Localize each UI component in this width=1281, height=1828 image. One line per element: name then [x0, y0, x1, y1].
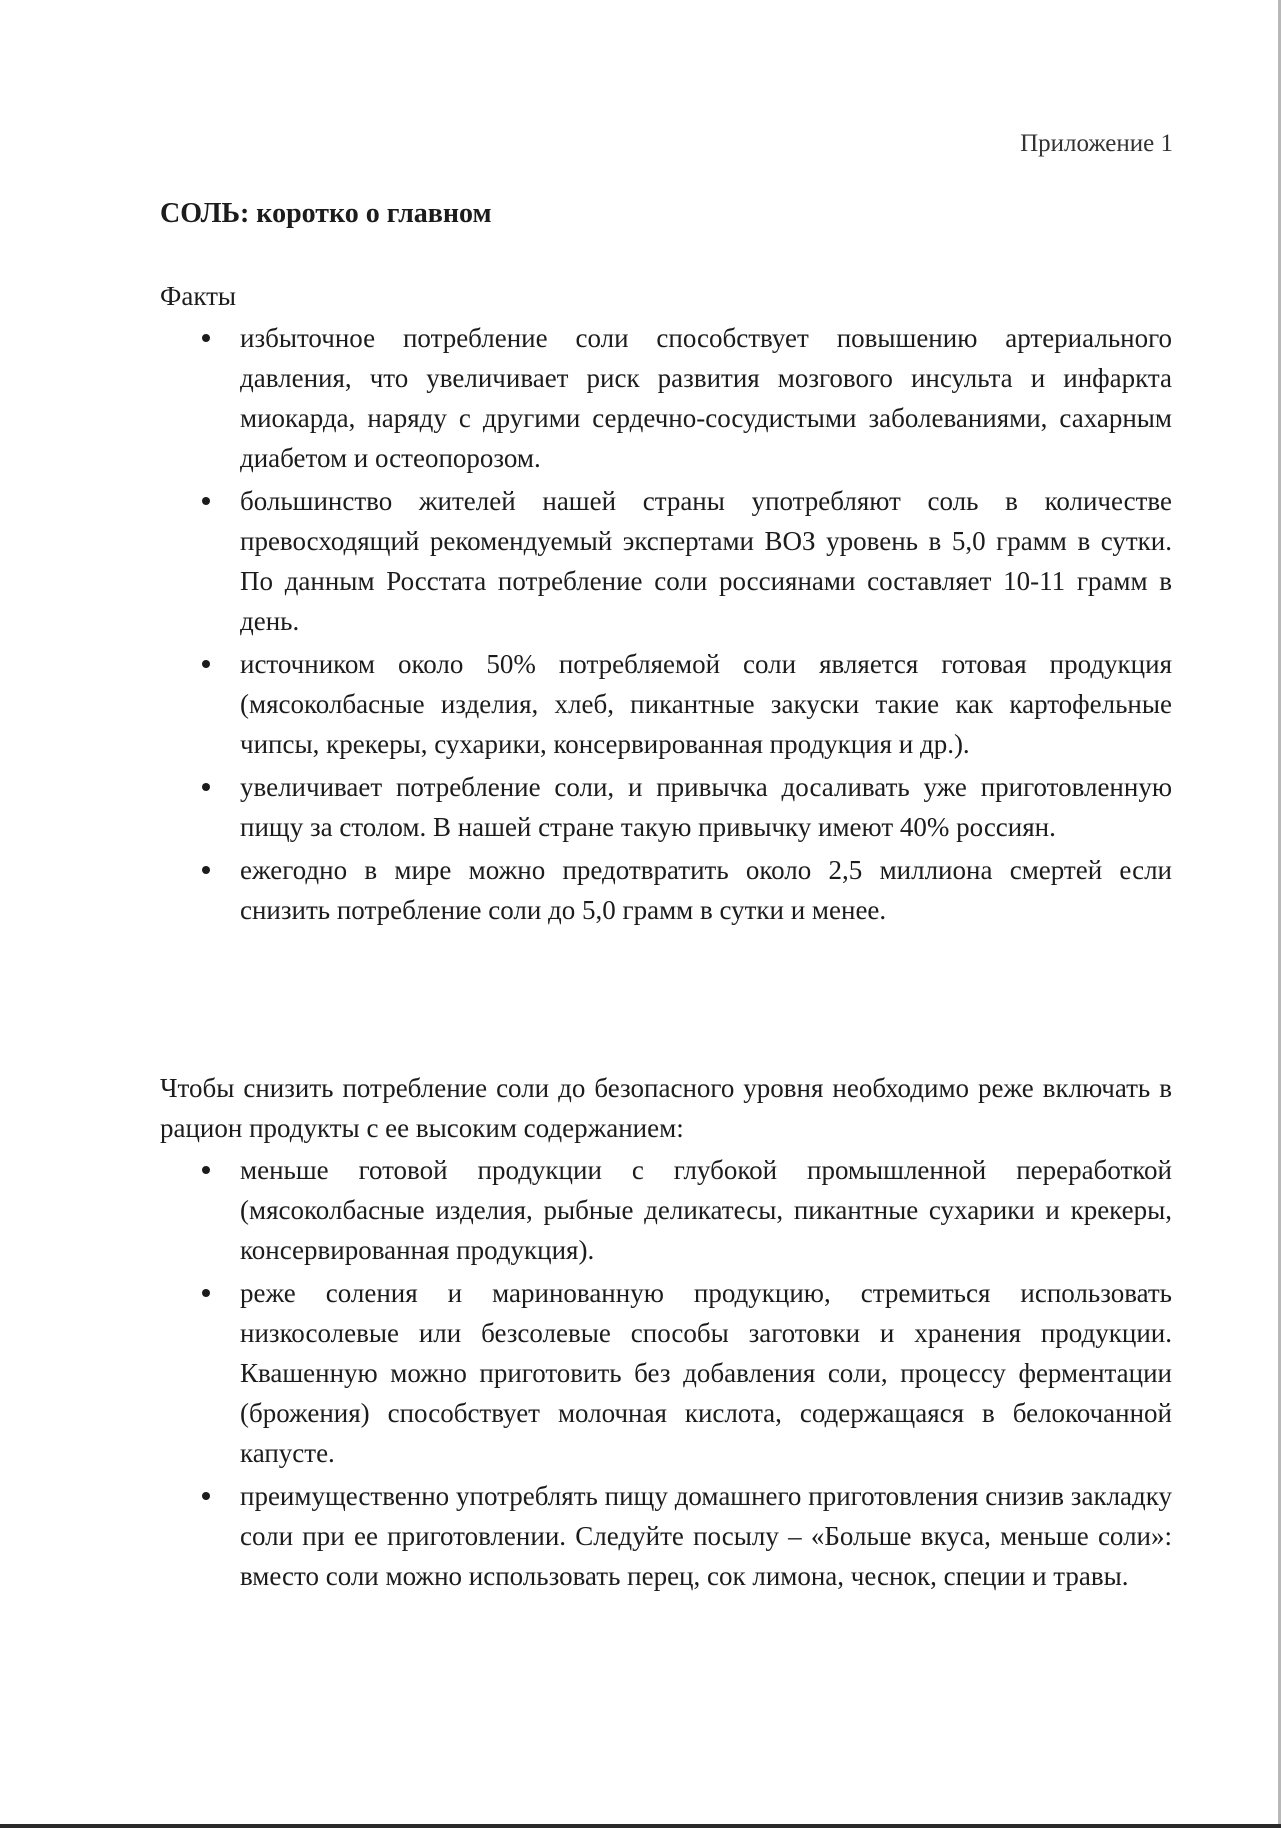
bullet-icon: [202, 1289, 210, 1297]
document-title: СОЛЬ: коротко о главном: [160, 198, 492, 229]
list-item: [160, 644, 1172, 764]
bullet-icon: [202, 783, 210, 791]
facts-list: [160, 318, 1172, 933]
appendix-label: Приложение 1: [1020, 130, 1173, 157]
facts-heading: Факты: [160, 281, 237, 311]
list-item-text: меньше готовой продукции с глубокой промышленной переработкой (мясоколбасные изделия, рыбные деликатесы, пикантные сухарики и крекеры, консервированная продукция).: [240, 1155, 1172, 1265]
bullet-icon: [202, 660, 210, 668]
list-item-text: источником около 50% потребляемой соли является готовая продукция (мясоколбасные изделия, хлеб, пикантные закуски такие как картофельные чипсы, крекеры, сухарики, консервированная продукция и др.).: [240, 649, 1172, 759]
list-item: [160, 481, 1172, 641]
list-item: [160, 850, 1172, 930]
list-item-text: ежегодно в мире можно предотвратить около 2,5 миллиона смертей если снизить потребление соли до 5,0 грамм в сутки и менее.: [240, 855, 1172, 925]
recommendations-list: [160, 1150, 1172, 1599]
list-item-text: увеличивает потребление соли, и привычка досаливать уже приготовленную пищу за столом. В нашей стране такую привычку имеют 40% россиян.: [240, 772, 1172, 842]
bullet-icon: [202, 497, 210, 505]
scan-bottom-edge: [0, 1824, 1281, 1828]
list-item-text: большинство жителей нашей страны употребляют соль в количестве превосходящий рекомендуемый экспертами ВОЗ уровень в 5,0 грамм в сутки. По данным Росстата потребление соли россиянами составляет 10-11 грамм в день.: [240, 486, 1172, 636]
list-item-text: преимущественно употреблять пищу домашнего приготовления снизив закладку соли при ее приготовлении. Следуйте посылу – «Больше вкуса, меньше соли»: вместо соли можно использовать перец, сок лимона, чеснок, специи и травы.: [240, 1481, 1172, 1591]
list-item: [160, 318, 1172, 478]
recommendations-intro: Чтобы снизить потребление соли до безопасного уровня необходимо реже включать в рацион продукты с ее высоким содержанием:: [160, 1073, 1172, 1143]
bullet-icon: [202, 1492, 210, 1500]
list-item: [160, 1150, 1172, 1270]
bullet-icon: [202, 866, 210, 874]
bullet-icon: [202, 1166, 210, 1174]
list-item: [160, 1476, 1172, 1596]
list-item: [160, 1273, 1172, 1473]
list-item-text: реже соления и маринованную продукцию, стремиться использовать низкосолевые или безсолевые способы заготовки и хранения продукции. Квашенную можно приготовить без добавления соли, процессу ферментации (брожения) способствует молочная кислота, содержащаяся в белокочанной капусте.: [240, 1278, 1172, 1468]
list-item-text: избыточное потребление соли способствует повышению артериального давления, что увеличивает риск развития мозгового инсульта и инфаркта миокарда, наряду с другими сердечно-сосудистыми заболеваниями, сахарным диабетом и остеопорозом.: [240, 323, 1172, 473]
bullet-icon: [202, 334, 210, 342]
list-item: [160, 767, 1172, 847]
